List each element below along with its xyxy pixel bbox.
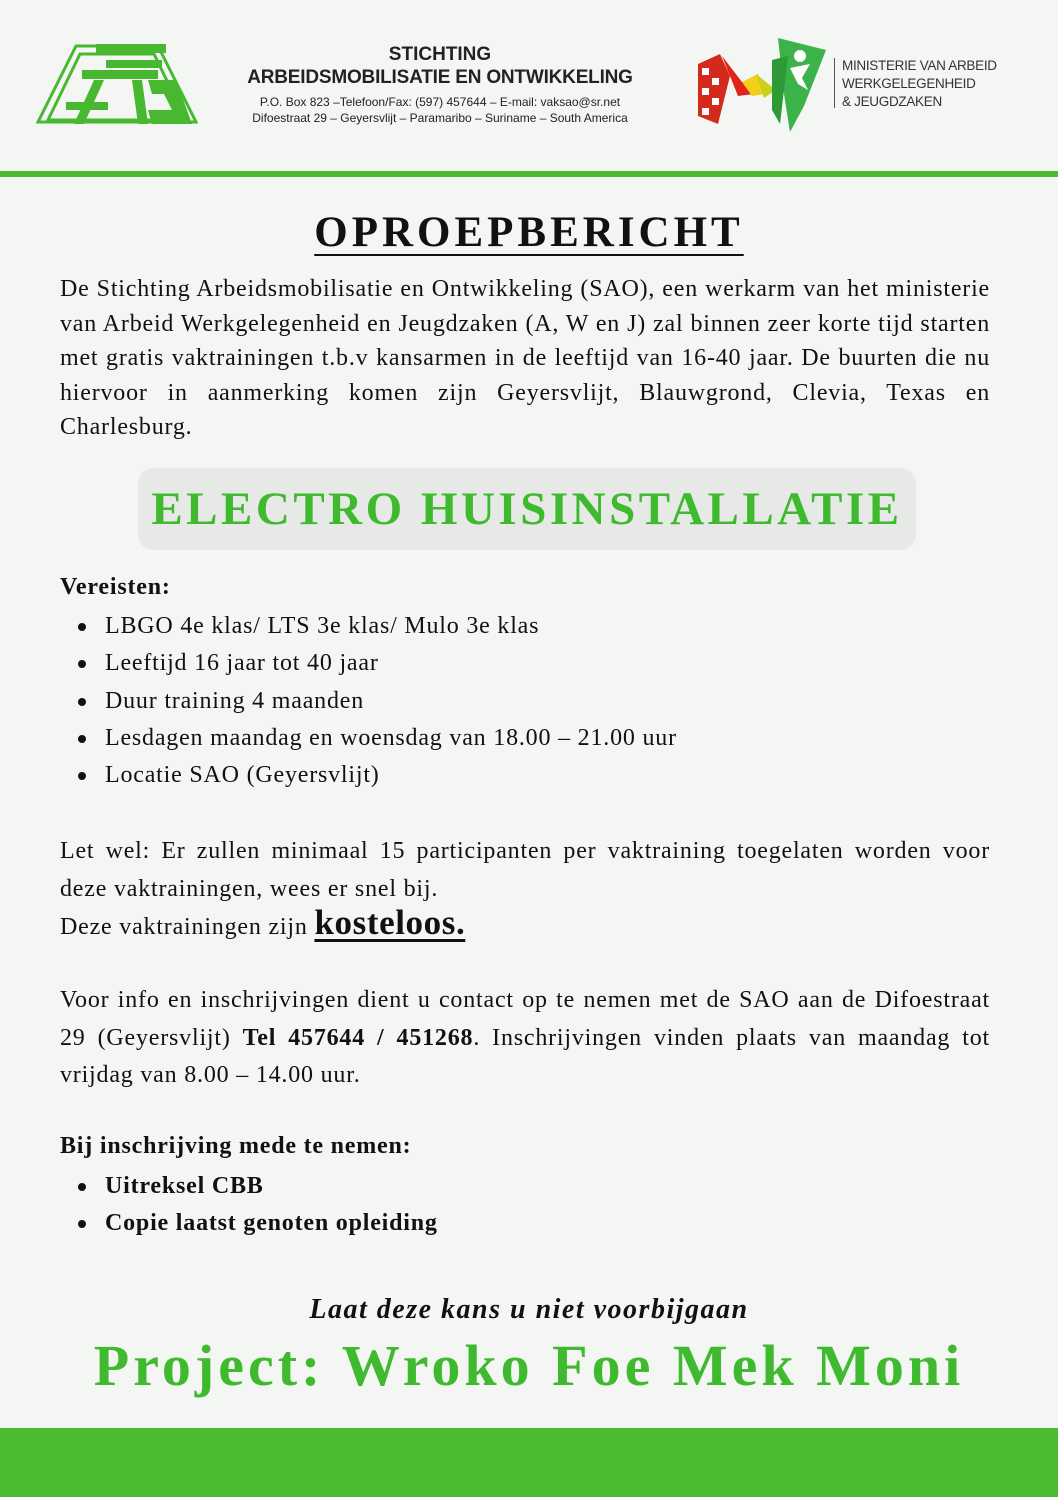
list-item xyxy=(60,1205,438,1242)
list-item xyxy=(60,720,677,757)
list-item-text: Uitreksel CBB xyxy=(105,1173,264,1199)
note-paragraph: Let wel: Er zullen minimaal 15 participanten per vaktraining toegelaten worden voor deze vaktrainingen, wees er snel bij. xyxy=(60,838,990,902)
ministry-name xyxy=(842,57,1052,111)
info-text-part1: Voor info en inschrijvingen dient u contact op te nemen met de SAO aan de Difoestraat 29 (Geyersvlijt) xyxy=(60,987,990,1051)
bullet-icon xyxy=(78,1183,86,1191)
list-item xyxy=(60,608,677,645)
org-address-line: Difoestraat 29 – Geyersvlijt – Paramaribo – Suriname – South America xyxy=(252,111,628,125)
requirements-list xyxy=(60,608,677,794)
bring-list xyxy=(60,1168,438,1243)
ministry-name-line1: MINISTERIE VAN ARBEID xyxy=(842,58,997,73)
free-line-prefix: Deze vaktrainingen zijn xyxy=(60,914,315,940)
requirements-heading: Vereisten: xyxy=(60,574,171,600)
sao-logo-icon xyxy=(36,40,198,126)
bullet-icon xyxy=(78,1220,86,1228)
ministry-name-line3: & JEUGDZAKEN xyxy=(842,94,942,109)
list-item-text: Locatie SAO (Geyersvlijt) xyxy=(105,762,380,789)
page-title-text: OPROEPBERICHT xyxy=(314,209,744,256)
free-line xyxy=(60,903,465,943)
bullet-icon xyxy=(78,735,86,743)
info-paragraph xyxy=(60,982,990,1095)
letterhead xyxy=(0,0,1058,172)
list-item-text: Copie laatst genoten opleiding xyxy=(105,1210,438,1237)
org-name-line1: STICHTING xyxy=(388,44,492,65)
org-contact-line: P.O. Box 823 –Telefoon/Fax: (597) 457644 – E-mail: vaksao@sr.net xyxy=(259,95,621,109)
phone-numbers: Tel 457644 / 451268 xyxy=(242,1024,474,1051)
list-item-text: Leeftijd 16 jaar tot 40 jaar xyxy=(105,650,379,677)
list-item-text: LBGO 4e klas/ LTS 3e klas/ Mulo 3e klas xyxy=(105,613,540,639)
slogan: Laat deze kans u niet voorbijgaan xyxy=(309,1294,749,1325)
header-rule xyxy=(0,171,1058,177)
bullet-icon xyxy=(78,623,86,631)
list-item xyxy=(60,683,677,720)
intro-paragraph: De Stichting Arbeidsmobilisatie en Ontwikkeling (SAO), een werkarm van het ministerie van Arbeid Werkgelegenheid en Jeugdzaken (A, W en J) zal binnen zeer korte tijd starten met gratis vaktrainingen t.b.v kansarmen in de leeftijd van 16-40 jaar. De buurten die nu hiervoor in aanmerking komen zijn Geyersvlijt, Blauwgrond, Clevia, Texas en Charlesburg. xyxy=(60,276,990,440)
bullet-icon xyxy=(78,660,86,668)
project-name: Project: Wroko Foe Mek Moni xyxy=(93,1333,965,1398)
page-title xyxy=(0,208,1058,257)
bring-heading: Bij inschrijving mede te nemen: xyxy=(60,1133,412,1159)
free-word: kosteloos. xyxy=(314,903,466,942)
list-item xyxy=(60,757,677,794)
list-item-text: Lesdagen maandag en woensdag van 18.00 – 21.00 uur xyxy=(105,724,677,751)
bullet-icon xyxy=(78,772,86,780)
info-text-part2: . Inschrijvingen vinden plaats van maandag tot vrijdag van 8.00 – 14.00 uur. xyxy=(60,1024,990,1088)
list-item xyxy=(60,1168,438,1205)
org-address-block xyxy=(230,44,650,126)
course-title: ELECTRO HUISINSTALLATIE xyxy=(151,483,903,535)
ministry-divider xyxy=(834,58,835,108)
ministry-logo-icon xyxy=(692,34,832,134)
ministry-name-line2: WERKGELEGENHEID xyxy=(842,76,976,91)
bullet-icon xyxy=(78,698,86,706)
org-name-line2: ARBEIDSMOBILISATIE EN ONTWIKKELING xyxy=(247,67,633,88)
list-item xyxy=(60,645,677,682)
list-item-text: Duur training 4 maanden xyxy=(105,687,364,714)
footer-band xyxy=(0,1428,1058,1497)
